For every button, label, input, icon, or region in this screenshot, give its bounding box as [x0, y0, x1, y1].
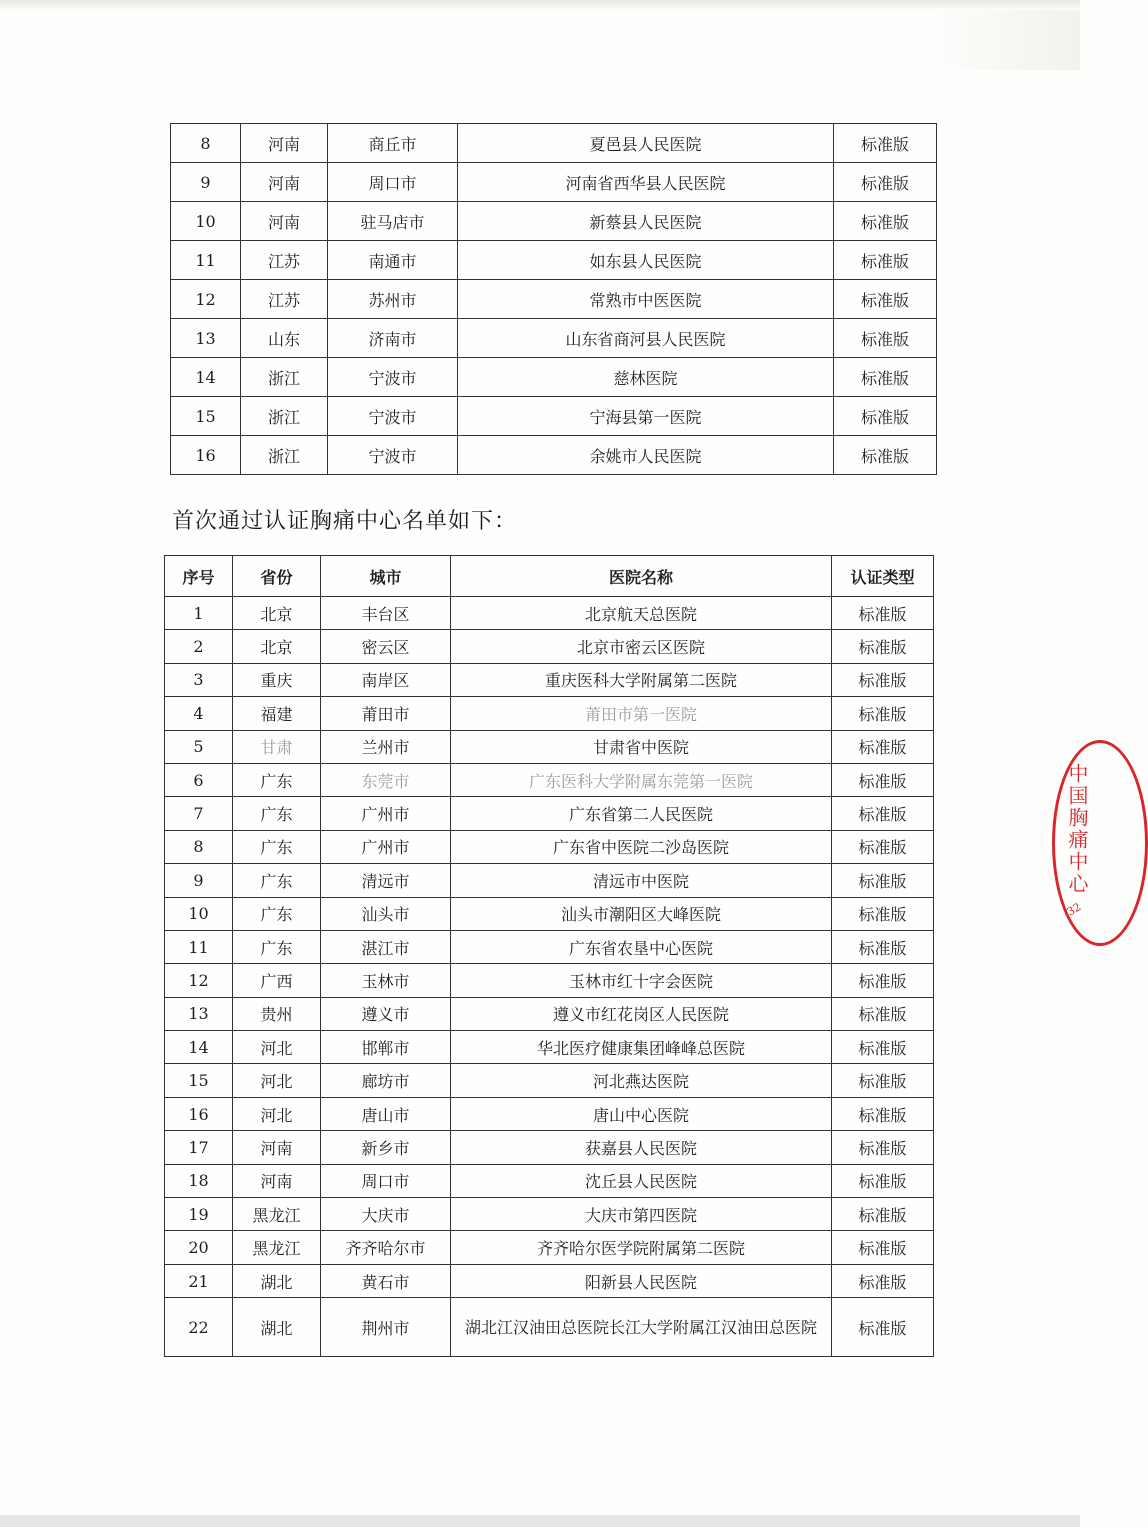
cell-city: 兰州市	[321, 730, 451, 763]
cell-index: 4	[165, 697, 233, 730]
cell-cert-type: 标准版	[832, 1231, 934, 1264]
table-row	[165, 997, 934, 1030]
cell-province: 广东	[233, 830, 321, 863]
cell-hospital: 河北燕达医院	[451, 1064, 832, 1097]
cell-city: 苏州市	[328, 280, 458, 319]
cell-city: 丰台区	[321, 597, 451, 630]
cell-index: 8	[171, 124, 241, 163]
cell-index: 9	[171, 163, 241, 202]
table-row	[165, 763, 934, 796]
cell-index: 13	[165, 997, 233, 1030]
header-city: 城市	[321, 556, 451, 597]
cell-province: 河北	[233, 1031, 321, 1064]
cell-index: 14	[171, 358, 241, 397]
cell-province: 重庆	[233, 663, 321, 696]
cell-city: 广州市	[321, 797, 451, 830]
cell-city: 南岸区	[321, 663, 451, 696]
cell-index: 15	[165, 1064, 233, 1097]
cell-cert-type: 标准版	[832, 830, 934, 863]
cell-hospital: 华北医疗健康集团峰峰总医院	[451, 1031, 832, 1064]
table-row	[171, 202, 937, 241]
cell-province: 广东	[233, 864, 321, 897]
header-province: 省份	[233, 556, 321, 597]
cell-province: 浙江	[241, 436, 328, 475]
cell-index: 1	[165, 597, 233, 630]
cell-cert-type: 标准版	[832, 630, 934, 663]
cell-cert-type: 标准版	[832, 1298, 934, 1357]
scan-shadow	[930, 10, 1080, 70]
table-row	[165, 797, 934, 830]
cell-city: 齐齐哈尔市	[321, 1231, 451, 1264]
table-row	[165, 1298, 934, 1357]
cell-index: 10	[165, 897, 233, 930]
cell-cert-type: 标准版	[834, 358, 937, 397]
cell-city: 汕头市	[321, 897, 451, 930]
cell-province: 黑龙江	[233, 1231, 321, 1264]
table-header-row	[165, 556, 934, 597]
cell-cert-type: 标准版	[832, 1097, 934, 1130]
cell-cert-type: 标准版	[832, 597, 934, 630]
cell-city: 莆田市	[321, 697, 451, 730]
header-index: 序号	[165, 556, 233, 597]
cell-index: 6	[165, 763, 233, 796]
cell-city: 宁波市	[328, 436, 458, 475]
table-row	[165, 1198, 934, 1231]
table-row	[165, 1231, 934, 1264]
cell-index: 12	[171, 280, 241, 319]
new-table-body	[165, 597, 934, 1357]
table-row	[171, 436, 937, 475]
cell-hospital: 汕头市潮阳区大峰医院	[451, 897, 832, 930]
cell-cert-type: 标准版	[832, 697, 934, 730]
cell-cert-type: 标准版	[834, 280, 937, 319]
cell-cert-type: 标准版	[832, 730, 934, 763]
cell-cert-type: 标准版	[834, 202, 937, 241]
table-row	[165, 964, 934, 997]
cell-index: 9	[165, 864, 233, 897]
cell-province: 广东	[233, 930, 321, 963]
cell-province: 浙江	[241, 397, 328, 436]
table-row	[165, 597, 934, 630]
cell-index: 8	[165, 830, 233, 863]
table-row	[165, 830, 934, 863]
cell-hospital: 北京航天总医院	[451, 597, 832, 630]
table-row	[171, 163, 937, 202]
cell-province: 北京	[233, 597, 321, 630]
cell-hospital: 阳新县人民医院	[451, 1264, 832, 1297]
scan-bottom-edge	[0, 1515, 1080, 1527]
cell-cert-type: 标准版	[834, 124, 937, 163]
cell-cert-type: 标准版	[832, 930, 934, 963]
cell-city: 新乡市	[321, 1131, 451, 1164]
cell-hospital: 遵义市红花岗区人民医院	[451, 997, 832, 1030]
cell-hospital: 如东县人民医院	[458, 241, 834, 280]
cell-hospital: 获嘉县人民医院	[451, 1131, 832, 1164]
cell-hospital: 新蔡县人民医院	[458, 202, 834, 241]
cell-hospital: 广东省中医院二沙岛医院	[451, 830, 832, 863]
cell-index: 21	[165, 1264, 233, 1297]
table-row	[171, 124, 937, 163]
cell-city: 南通市	[328, 241, 458, 280]
cell-index: 3	[165, 663, 233, 696]
cell-cert-type: 标准版	[832, 864, 934, 897]
cell-city: 遵义市	[321, 997, 451, 1030]
cell-index: 7	[165, 797, 233, 830]
cell-cert-type: 标准版	[832, 897, 934, 930]
cell-province: 贵州	[233, 997, 321, 1030]
cell-hospital: 齐齐哈尔医学院附属第二医院	[451, 1231, 832, 1264]
cell-province: 山东	[241, 319, 328, 358]
cell-city: 大庆市	[321, 1198, 451, 1231]
cell-city: 密云区	[321, 630, 451, 663]
cell-city: 驻马店市	[328, 202, 458, 241]
cell-cert-type: 标准版	[834, 436, 937, 475]
cell-hospital: 宁海县第一医院	[458, 397, 834, 436]
table-row	[165, 730, 934, 763]
cell-index: 17	[165, 1131, 233, 1164]
table-row	[165, 930, 934, 963]
cell-hospital: 广东省农垦中心医院	[451, 930, 832, 963]
table-row	[165, 697, 934, 730]
cell-index: 18	[165, 1164, 233, 1197]
cell-cert-type: 标准版	[832, 1198, 934, 1231]
cell-cert-type: 标准版	[834, 319, 937, 358]
cell-cert-type: 标准版	[832, 663, 934, 696]
red-seal-stamp	[1052, 740, 1148, 946]
cell-province: 湖北	[233, 1264, 321, 1297]
cell-hospital: 玉林市红十字会医院	[451, 964, 832, 997]
cell-province: 广东	[233, 897, 321, 930]
cell-province: 广东	[233, 797, 321, 830]
cell-hospital: 广东医科大学附属东莞第一医院	[451, 763, 832, 796]
cell-cert-type: 标准版	[832, 1131, 934, 1164]
cell-hospital: 夏邑县人民医院	[458, 124, 834, 163]
cell-index: 15	[171, 397, 241, 436]
cell-province: 河南	[241, 124, 328, 163]
cell-hospital: 清远市中医院	[451, 864, 832, 897]
scan-top-edge	[0, 0, 1080, 10]
cell-hospital: 慈林医院	[458, 358, 834, 397]
table-row	[171, 358, 937, 397]
cell-province: 甘肃	[233, 730, 321, 763]
cell-province: 广东	[233, 763, 321, 796]
table-row	[165, 1164, 934, 1197]
cell-city: 唐山市	[321, 1097, 451, 1130]
table-row	[165, 663, 934, 696]
cell-city: 周口市	[328, 163, 458, 202]
cell-city: 清远市	[321, 864, 451, 897]
section-heading: 首次通过认证胸痛中心名单如下：	[172, 509, 518, 534]
cell-hospital: 大庆市第四医院	[451, 1198, 832, 1231]
cell-index: 5	[165, 730, 233, 763]
cell-province: 河北	[233, 1064, 321, 1097]
cell-province: 河北	[233, 1097, 321, 1130]
cell-cert-type: 标准版	[834, 397, 937, 436]
cell-province: 河南	[233, 1131, 321, 1164]
cell-province: 河南	[241, 202, 328, 241]
cell-cert-type: 标准版	[832, 964, 934, 997]
cell-hospital: 山东省商河县人民医院	[458, 319, 834, 358]
cell-hospital: 余姚市人民医院	[458, 436, 834, 475]
table-row	[165, 1097, 934, 1130]
cell-hospital: 甘肃省中医院	[451, 730, 832, 763]
cell-index: 16	[165, 1097, 233, 1130]
cell-cert-type: 标准版	[832, 797, 934, 830]
table-row	[171, 241, 937, 280]
cell-index: 20	[165, 1231, 233, 1264]
cell-city: 广州市	[321, 830, 451, 863]
cell-index: 10	[171, 202, 241, 241]
cell-city: 东莞市	[321, 763, 451, 796]
cell-province: 浙江	[241, 358, 328, 397]
cell-cert-type: 标准版	[832, 997, 934, 1030]
cell-city: 玉林市	[321, 964, 451, 997]
cell-city: 宁波市	[328, 397, 458, 436]
table-row	[165, 1131, 934, 1164]
continued-table-body	[171, 124, 937, 475]
cell-city: 商丘市	[328, 124, 458, 163]
new-certified-table	[164, 555, 934, 1357]
cell-city: 黄石市	[321, 1264, 451, 1297]
table-row	[165, 1031, 934, 1064]
cell-city: 周口市	[321, 1164, 451, 1197]
seal-text: 中国胸痛中心	[1065, 763, 1089, 895]
continued-hospital-table	[170, 123, 937, 475]
table-row	[171, 319, 937, 358]
table-row	[165, 1064, 934, 1097]
cell-index: 14	[165, 1031, 233, 1064]
cell-province: 湖北	[233, 1298, 321, 1357]
cell-city: 湛江市	[321, 930, 451, 963]
table-row	[165, 1264, 934, 1297]
cell-index: 11	[171, 241, 241, 280]
table-row	[165, 630, 934, 663]
cell-cert-type: 标准版	[832, 1164, 934, 1197]
cell-city: 邯郸市	[321, 1031, 451, 1064]
cell-index: 13	[171, 319, 241, 358]
table-row	[165, 864, 934, 897]
header-hospital: 医院名称	[451, 556, 832, 597]
cell-city: 宁波市	[328, 358, 458, 397]
seal-number: 32	[1064, 900, 1084, 919]
cell-province: 广西	[233, 964, 321, 997]
cell-cert-type: 标准版	[834, 241, 937, 280]
cell-hospital: 唐山中心医院	[451, 1097, 832, 1130]
cell-hospital: 莆田市第一医院	[451, 697, 832, 730]
cell-hospital: 湖北江汉油田总医院长江大学附属江汉油田总医院	[451, 1298, 832, 1357]
cell-hospital: 常熟市中医医院	[458, 280, 834, 319]
table-row	[171, 397, 937, 436]
cell-index: 19	[165, 1198, 233, 1231]
table-row	[165, 897, 934, 930]
cell-hospital: 广东省第二人民医院	[451, 797, 832, 830]
cell-index: 22	[165, 1298, 233, 1357]
header-cert-type: 认证类型	[832, 556, 934, 597]
cell-cert-type: 标准版	[834, 163, 937, 202]
cell-cert-type: 标准版	[832, 1031, 934, 1064]
cell-index: 12	[165, 964, 233, 997]
cell-province: 黑龙江	[233, 1198, 321, 1231]
cell-hospital: 河南省西华县人民医院	[458, 163, 834, 202]
table-row	[171, 280, 937, 319]
cell-province: 河南	[233, 1164, 321, 1197]
cell-province: 北京	[233, 630, 321, 663]
cell-index: 11	[165, 930, 233, 963]
cell-hospital: 重庆医科大学附属第二医院	[451, 663, 832, 696]
cell-hospital: 北京市密云区医院	[451, 630, 832, 663]
cell-city: 荆州市	[321, 1298, 451, 1357]
cell-index: 2	[165, 630, 233, 663]
cell-province: 江苏	[241, 241, 328, 280]
cell-city: 廊坊市	[321, 1064, 451, 1097]
cell-province: 福建	[233, 697, 321, 730]
cell-cert-type: 标准版	[832, 1264, 934, 1297]
cell-province: 河南	[241, 163, 328, 202]
cell-hospital: 沈丘县人民医院	[451, 1164, 832, 1197]
cell-cert-type: 标准版	[832, 1064, 934, 1097]
cell-index: 16	[171, 436, 241, 475]
cell-cert-type: 标准版	[832, 763, 934, 796]
cell-city: 济南市	[328, 319, 458, 358]
cell-province: 江苏	[241, 280, 328, 319]
